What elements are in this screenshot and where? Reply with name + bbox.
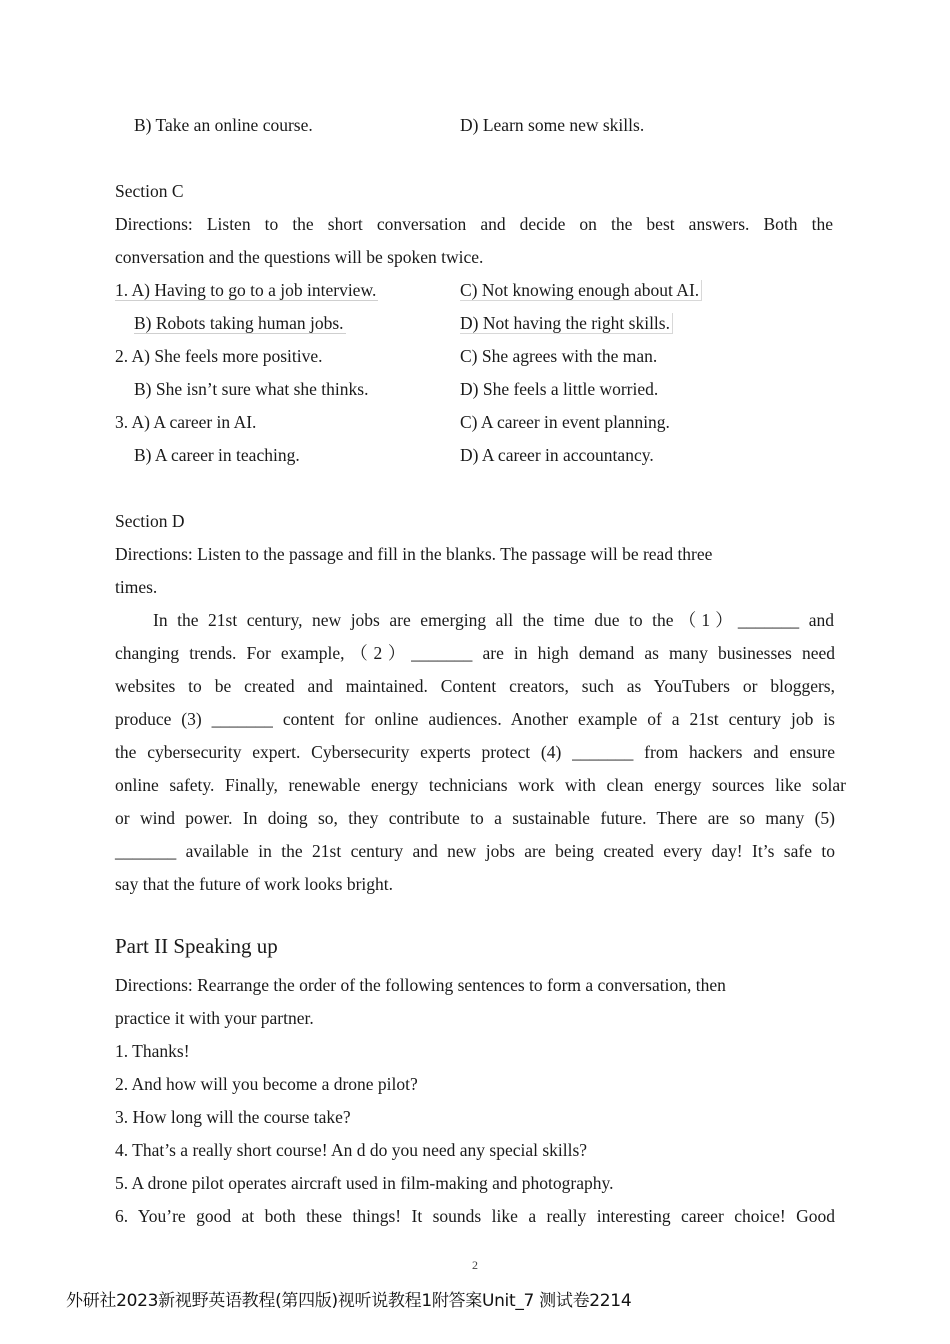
section-c-title: Section C bbox=[115, 181, 184, 201]
section-c-directions-line2: conversation and the questions will be spoken twice. bbox=[115, 247, 484, 267]
passage-line-3: websites to be created and maintained. Content creators, such as YouTubers or bloggers, bbox=[115, 676, 835, 696]
q2-option-a: 2. A) She feels more positive. bbox=[115, 346, 323, 366]
section-c-directions-line1: Directions: Listen to the short conversation and decide on the best answers. Both the bbox=[115, 214, 833, 234]
sentence-3: 3. How long will the course take? bbox=[115, 1107, 351, 1127]
passage-line-9: say that the future of work looks bright. bbox=[115, 874, 394, 894]
q1-option-d bbox=[460, 312, 673, 334]
section-b-option-d: D) Learn some new skills. bbox=[460, 115, 645, 135]
q3-option-d: D) A career in accountancy. bbox=[460, 445, 654, 465]
passage-line-7: or wind power. In doing so, they contribute to a sustainable future. There are so many (5) bbox=[115, 808, 835, 828]
section-d-title: Section D bbox=[115, 511, 185, 531]
q1-option-b-text: B) Robots taking human jobs. bbox=[134, 313, 344, 333]
q3-option-b: B) A career in teaching. bbox=[134, 445, 300, 465]
q2-option-c: C) She agrees with the man. bbox=[460, 346, 658, 366]
q1-option-a-text: 1. A) Having to go to a job interview. bbox=[115, 280, 377, 300]
q3-option-a: 3. A) A career in AI. bbox=[115, 412, 257, 432]
sentence-4: 4. That’s a really short course! An d do you need any special skills? bbox=[115, 1140, 588, 1160]
section-b-option-b: B) Take an online course. bbox=[134, 115, 313, 135]
page-number: 2 bbox=[472, 1258, 478, 1272]
passage-line-6: online safety. Finally, renewable energy technicians work with clean energy sources like solar bbox=[115, 775, 846, 795]
passage-line-4: produce (3) _______ content for online audiences. Another example of a 21st century job is bbox=[115, 709, 835, 729]
q3-option-c: C) A career in event planning. bbox=[460, 412, 670, 432]
section-d-directions-line2: times. bbox=[115, 577, 158, 597]
sentence-6: 6. You’re good at both these things! It sounds like a really interesting career choice! Good bbox=[115, 1206, 835, 1226]
passage-line-8: _______ available in the 21st century and new jobs are being created every day! It’s safe to bbox=[115, 841, 835, 861]
passage-line-2: changing trends. For example,（2）_______ are in high demand as many businesses need bbox=[115, 643, 835, 663]
sentence-2: 2. And how will you become a drone pilot? bbox=[115, 1074, 418, 1094]
q1-option-c-text: C) Not knowing enough about AI. bbox=[460, 280, 702, 301]
section-d-directions-line1: Directions: Listen to the passage and fill in the blanks. The passage will be read three bbox=[115, 544, 713, 564]
passage-line-5: the cybersecurity expert. Cybersecurity experts protect (4) _______ from hackers and ensure bbox=[115, 742, 835, 762]
q2-option-b: B) She isn’t sure what she thinks. bbox=[134, 379, 369, 399]
part-2-title: Part II Speaking up bbox=[115, 934, 278, 958]
q2-option-d: D) She feels a little worried. bbox=[460, 379, 659, 399]
part-2-directions-line1: Directions: Rearrange the order of the following sentences to form a conversation, then bbox=[115, 975, 726, 995]
passage-line-1: In the 21st century, new jobs are emerging all the time due to the（1）_______ and bbox=[153, 610, 834, 630]
q1-option-a bbox=[115, 279, 378, 301]
part-2-directions-line2: practice it with your partner. bbox=[115, 1008, 314, 1028]
q1-option-b bbox=[134, 312, 346, 334]
sentence-5: 5. A drone pilot operates aircraft used in film-making and photography. bbox=[115, 1173, 614, 1193]
document-footer: 外研社2023新视野英语教程(第四版)视听说教程1附答案Unit_7 测试卷2214 bbox=[66, 1291, 632, 1311]
sentence-1: 1. Thanks! bbox=[115, 1041, 190, 1061]
q1-option-d-text: D) Not having the right skills. bbox=[460, 313, 673, 334]
q1-option-c bbox=[460, 279, 702, 301]
